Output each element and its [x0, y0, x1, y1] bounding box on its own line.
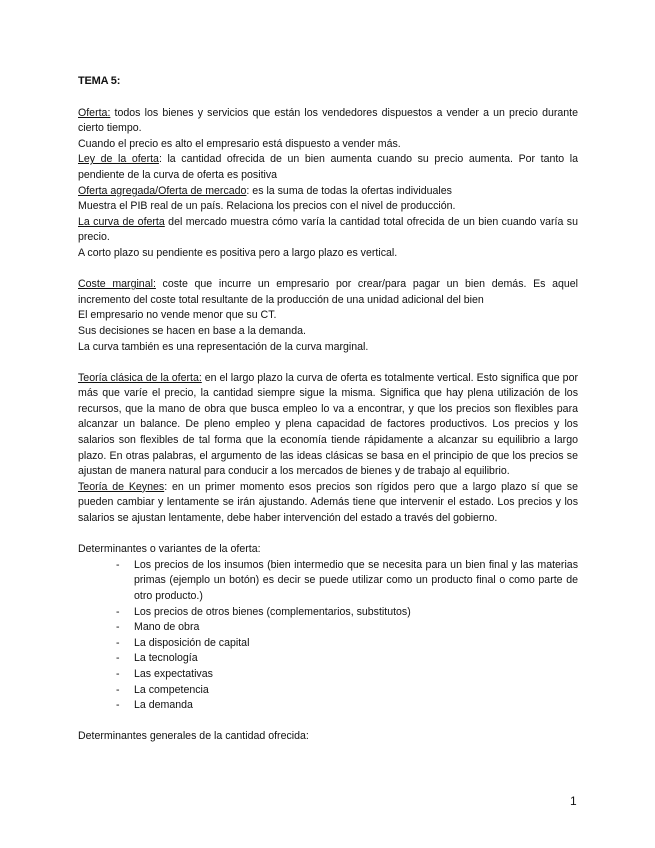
- list-item: - Los precios de los insumos (bien intermedio que se necesita para un bien final y las materias primas (ejemplo un botón) es decir se puede utilizar como un producto final o como parte de otro producto.): [134, 558, 578, 605]
- paragraph-ct: El empresario no vende menor que su CT.: [78, 309, 277, 322]
- paragraph-pib: Muestra el PIB real de un país. Relaciona los precios con el nivel de producción.: [78, 200, 456, 213]
- determinantes-list: [78, 558, 578, 714]
- heading-determinantes: Determinantes o variantes de la oferta:: [78, 543, 261, 556]
- term-teoria-clasica: Teoría clásica de la oferta:: [78, 371, 202, 384]
- paragraph-curva-marginal: La curva también es una representación de la curva marginal.: [78, 340, 369, 353]
- list-item: - La competencia: [134, 683, 578, 699]
- paragraph-decisiones: Sus decisiones se hacen en base a la demanda.: [78, 324, 306, 337]
- list-item: - Mano de obra: [134, 620, 578, 636]
- page-title: TEMA 5:: [78, 75, 121, 87]
- heading-determinantes-generales: Determinantes generales de la cantidad ofrecida:: [78, 730, 309, 743]
- paragraph-precio-alto: Cuando el precio es alto el empresario está dispuesto a vender más.: [78, 137, 401, 150]
- list-item: - La demanda: [134, 698, 578, 714]
- paragraph-teoria-keynes: Teoría de Keynes: en un primer momento esos precios son rígidos pero que a largo plazo sí que se pueden cambiar y lentamente se irán ajustando. Además tiene que intervenir el estado. Los precios y los salarios se ajustan lentamente, debe haber intervención del estado a través del gobierno.: [78, 480, 578, 525]
- list-item: - La disposición de capital: [134, 636, 578, 652]
- list-item: - Las expectativas: [134, 667, 578, 683]
- term-oferta-agregada: Oferta agregada/Oferta de mercado: [78, 184, 247, 197]
- paragraph-ley-oferta: Ley de la oferta: la cantidad ofrecida de un bien aumenta cuando su precio aumenta. Por tanto la pendiente de la curva de oferta es positiva: [78, 153, 579, 181]
- term-coste-marginal: Coste marginal:: [78, 278, 156, 291]
- paragraph-teoria-clasica: Teoría clásica de la oferta: en el largo plazo la curva de oferta es totalmente vertical. Esto significa que por más que varíe el precio, la cantidad siempre sigue la misma. Significa que hay plena utilización de los recursos, que la mano de obra que busca empleo lo va a encontrar, y que los precios son flexibles para alcanzar un balance. De pleno empleo y plena capacidad de factores productivos. Los precios y los salarios son flexibles de tal forma que la economía tiende rápidamente a alcanzar su equilibrio a largo plazo. En otras palabras, el argumento de las ideas clásicas se basa en el principio de que los precios se ajustan de manera natural para conducir a los mercados de bienes y de trabajo al equilibrio.: [78, 371, 578, 478]
- term-curva-oferta: La curva de oferta: [78, 215, 165, 228]
- page-number: 1: [570, 794, 577, 808]
- paragraph-oferta-agregada: Oferta agregada/Oferta de mercado: es la suma de todas la ofertas individuales: [78, 184, 452, 197]
- paragraph-coste-marginal: Coste marginal: coste que incurre un empresario por crear/para pagar un bien demás. Es aquel incremento del coste total resultante de la producción de una unidad adicional del bien: [78, 278, 579, 306]
- paragraph-curva-oferta: La curva de oferta del mercado muestra cómo varía la cantidad total ofrecida de un bien cuando varía su precio.: [78, 215, 578, 244]
- paragraph-corto-plazo: A corto plazo su pendiente es positiva pero a largo plazo es vertical.: [78, 246, 398, 259]
- list-item: - La tecnología: [134, 651, 578, 667]
- paragraph-oferta: Oferta: todos los bienes y servicios que están los vendedores dispuestos a vender a un precio durante cierto tiempo.: [78, 106, 578, 135]
- term-teoria-keynes: Teoría de Keynes: [78, 480, 165, 493]
- term-oferta: Oferta:: [78, 106, 111, 119]
- document-page: [78, 74, 578, 745]
- list-item: - Los precios de otros bienes (complementarios, substitutos): [134, 605, 578, 621]
- term-ley-oferta: Ley de la oferta: [78, 153, 159, 166]
